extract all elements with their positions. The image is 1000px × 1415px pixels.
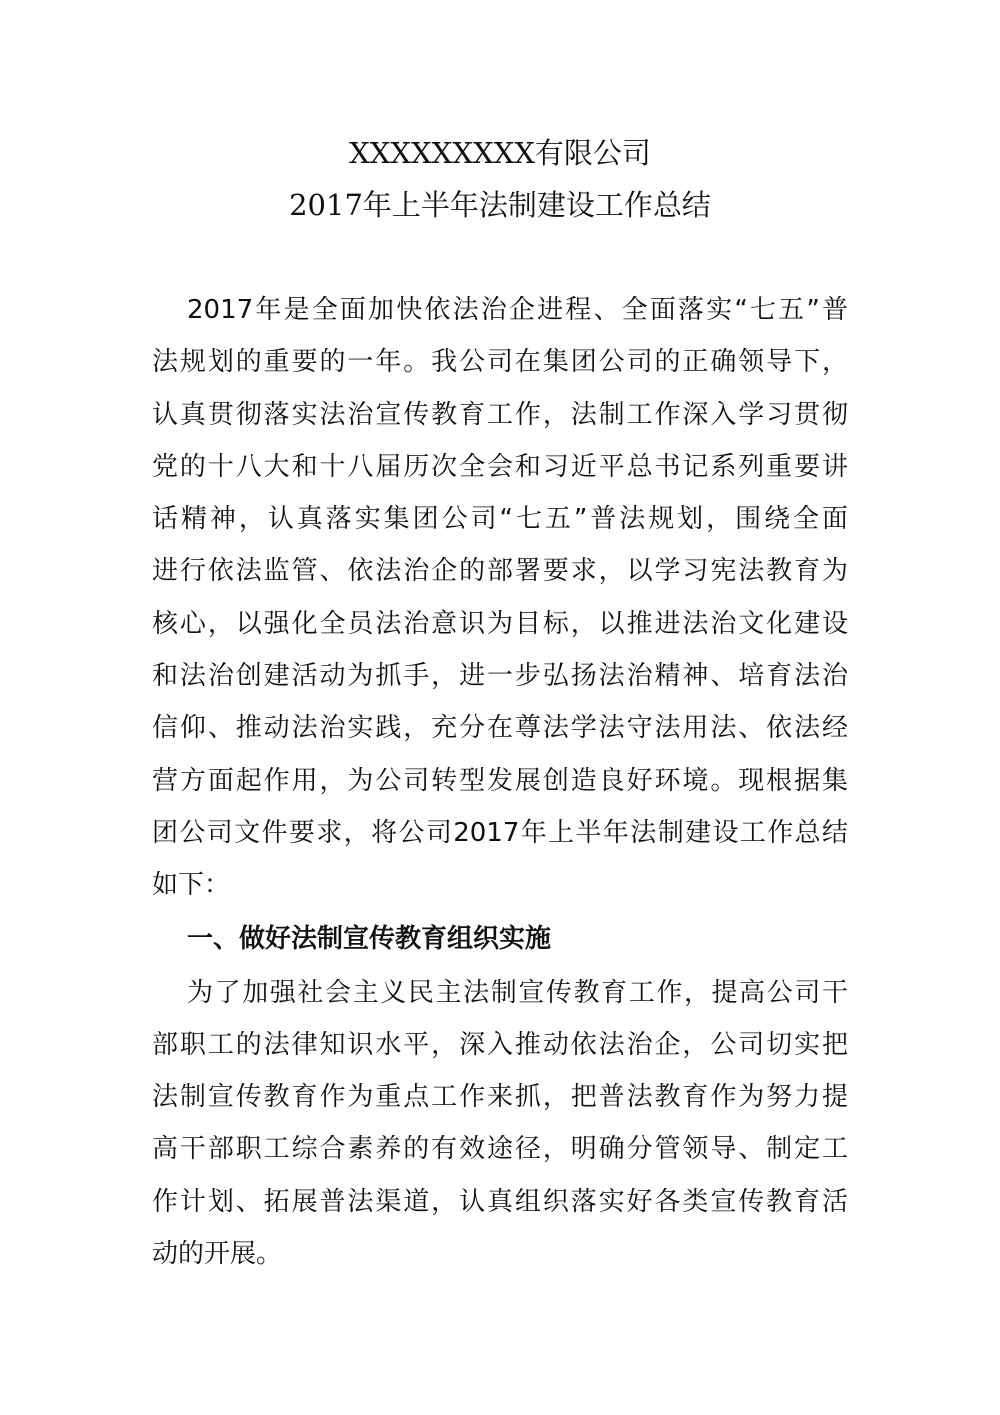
text-line: 认真贯彻落实法治宣传教育工作，法制工作深入学习贯彻	[152, 399, 848, 430]
text-line: 营方面起作用，为公司转型发展创造良好环境。现根据集	[152, 765, 848, 796]
paragraph-section1	[152, 967, 848, 1281]
text-line: 进行依法监管、依法治企的部署要求，以学习宪法教育为	[152, 556, 848, 587]
document-body	[152, 284, 848, 1280]
paragraph-intro	[152, 284, 848, 912]
title-company: XXXXXXXXX有限公司	[349, 136, 651, 170]
text-line: 和法治创建活动为抓手，进一步弘扬法治精神、培育法治	[152, 661, 848, 692]
text-line: 法规划的重要的一年。我公司在集团公司的正确领导下，	[152, 347, 848, 378]
text-line: 作计划、拓展普法渠道，认真组织落实好各类宣传教育活	[152, 1186, 848, 1217]
text-line: 话精神，认真落实集团公司“七五”普法规划，围绕全面	[152, 504, 848, 535]
text-line: 2017年是全面加快依法治企进程、全面落实“七五”普	[187, 295, 848, 325]
text-line: 核心，以强化全员法治意识为目标，以推进法治文化建设	[152, 608, 848, 639]
text-line: 为了加强社会主义民主法制宣传教育工作，提高公司干	[187, 977, 848, 1008]
text-line: 信仰、推动法治实践，充分在尊法学法守法用法、依法经	[152, 713, 848, 744]
text-line: 团公司文件要求，将公司2017年上半年法制建设工作总结	[152, 817, 848, 848]
text-line: 党的十八大和十八届历次全会和习近平总书记系列重要讲	[152, 451, 848, 482]
text-line: 高干部职工综合素养的有效途径，明确分管领导、制定工	[152, 1134, 848, 1165]
text-line: 动的开展。	[152, 1239, 283, 1270]
title-subject: 2017年上半年法制建设工作总结	[289, 188, 711, 222]
text-line: 如下：	[152, 870, 231, 901]
document-title	[0, 127, 1000, 231]
section-heading: 一、做好法制宣传教育组织实施	[187, 923, 552, 954]
text-line: 部职工的法律知识水平，深入推动依法治企，公司切实把	[152, 1029, 848, 1060]
text-line: 法制宣传教育作为重点工作来抓，把普法教育作为努力提	[152, 1082, 848, 1113]
